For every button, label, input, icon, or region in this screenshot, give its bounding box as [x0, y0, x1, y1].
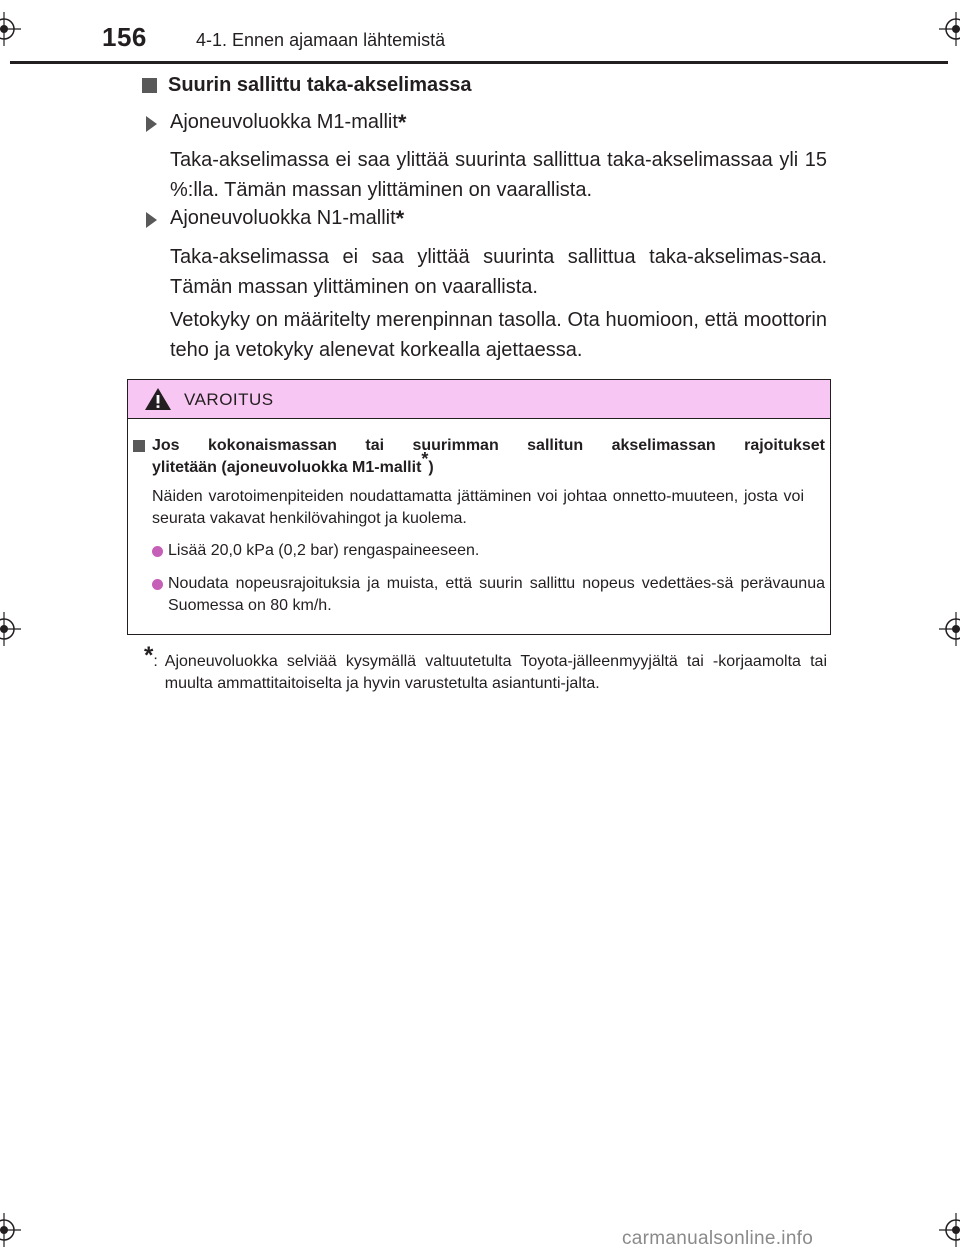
warning-heading-close: ) — [428, 459, 434, 476]
warning-bullet-text: Lisää 20,0 kPa (0,2 bar) rengaspaineeseen. — [168, 542, 480, 559]
paragraph-towing-capacity: Vetokyky on määritelty merenpinnan tasolla. Ota huomioon, että moottorin teho ja vetokyky alenevat korkealla ajettaessa. — [170, 309, 827, 361]
warning-heading-line1: Jos kokonaismassan tai suurimman sallitun akselimassan rajoitukset — [152, 437, 825, 454]
triangle-bullet-icon — [146, 116, 157, 132]
warning-box — [127, 379, 831, 635]
registration-mark-icon — [939, 612, 960, 646]
warning-heading-line2: ylitetään (ajoneuvoluokka M1-mallit — [152, 459, 422, 476]
footnote-star: * — [144, 642, 154, 669]
footnote-mark: * — [421, 449, 429, 469]
section-heading — [142, 74, 471, 97]
registration-mark-icon — [0, 1213, 21, 1247]
warning-header — [128, 380, 830, 419]
subheading-m1-label: Ajoneuvoluokka M1-mallit — [170, 111, 398, 133]
warning-bullet-text: Noudata nopeusrajoituksia ja muista, että suurin sallittu nopeus vedettäes-sä perävaunua Suomessa on 80 km/h. — [168, 575, 825, 614]
footnote-text: Ajoneuvoluokka selviää kysymällä valtuutetulta Toyota-jälleenmyyjältä tai -korjaamolta tai muulta ammattitaitoiselta ja hyvin varustetulta asiantunti-jalta. — [164, 653, 827, 692]
bullet-dot-icon — [152, 579, 163, 590]
watermark: carmanualsonline.info — [622, 1228, 814, 1249]
triangle-bullet-icon — [146, 212, 157, 228]
warning-title: VAROITUS — [184, 390, 274, 409]
square-bullet-icon — [133, 440, 145, 452]
footnote-colon: : — [153, 653, 158, 670]
subheading-n1-label: Ajoneuvoluokka N1-mallit — [170, 207, 396, 229]
registration-mark-icon — [0, 12, 21, 46]
warning-triangle-icon — [144, 387, 172, 411]
registration-mark-icon — [0, 612, 21, 646]
header-divider — [10, 61, 948, 64]
footnote — [144, 642, 827, 695]
warning-bullet — [152, 540, 825, 562]
warning-bullet — [152, 573, 825, 617]
chapter-title: 4-1. Ennen ajamaan lähtemistä — [196, 30, 446, 50]
registration-mark-icon — [939, 1213, 960, 1247]
paragraph-m1: Taka-akselimassa ei saa ylittää suurinta sallittua taka-akselimassaa yli 15 %:lla. Tämän massan ylittäminen on vaarallista. — [170, 149, 827, 201]
subheading-n1: Ajoneuvoluokka N1-mallit * — [146, 207, 404, 230]
warning-heading — [133, 435, 825, 479]
registration-mark-icon — [939, 12, 960, 46]
paragraph-n1: Taka-akselimassa ei saa ylittää suurinta sallittua taka-akselimas-saa. Tämän massan ylittäminen on vaarallista. — [170, 246, 827, 298]
section-heading-text: Suurin sallittu taka-akselimassa — [168, 74, 472, 96]
warning-text: Näiden varotoimenpiteiden noudattamatta jättäminen voi johtaa onnetto-muuteen, josta voi seurata vakavat henkilövahingot ja kuolema. — [152, 488, 804, 527]
square-bullet-icon — [142, 78, 157, 93]
subheading-m1: Ajoneuvoluokka M1-mallit * — [146, 111, 406, 134]
bullet-dot-icon — [152, 546, 163, 557]
page-number: 156 — [102, 22, 147, 52]
